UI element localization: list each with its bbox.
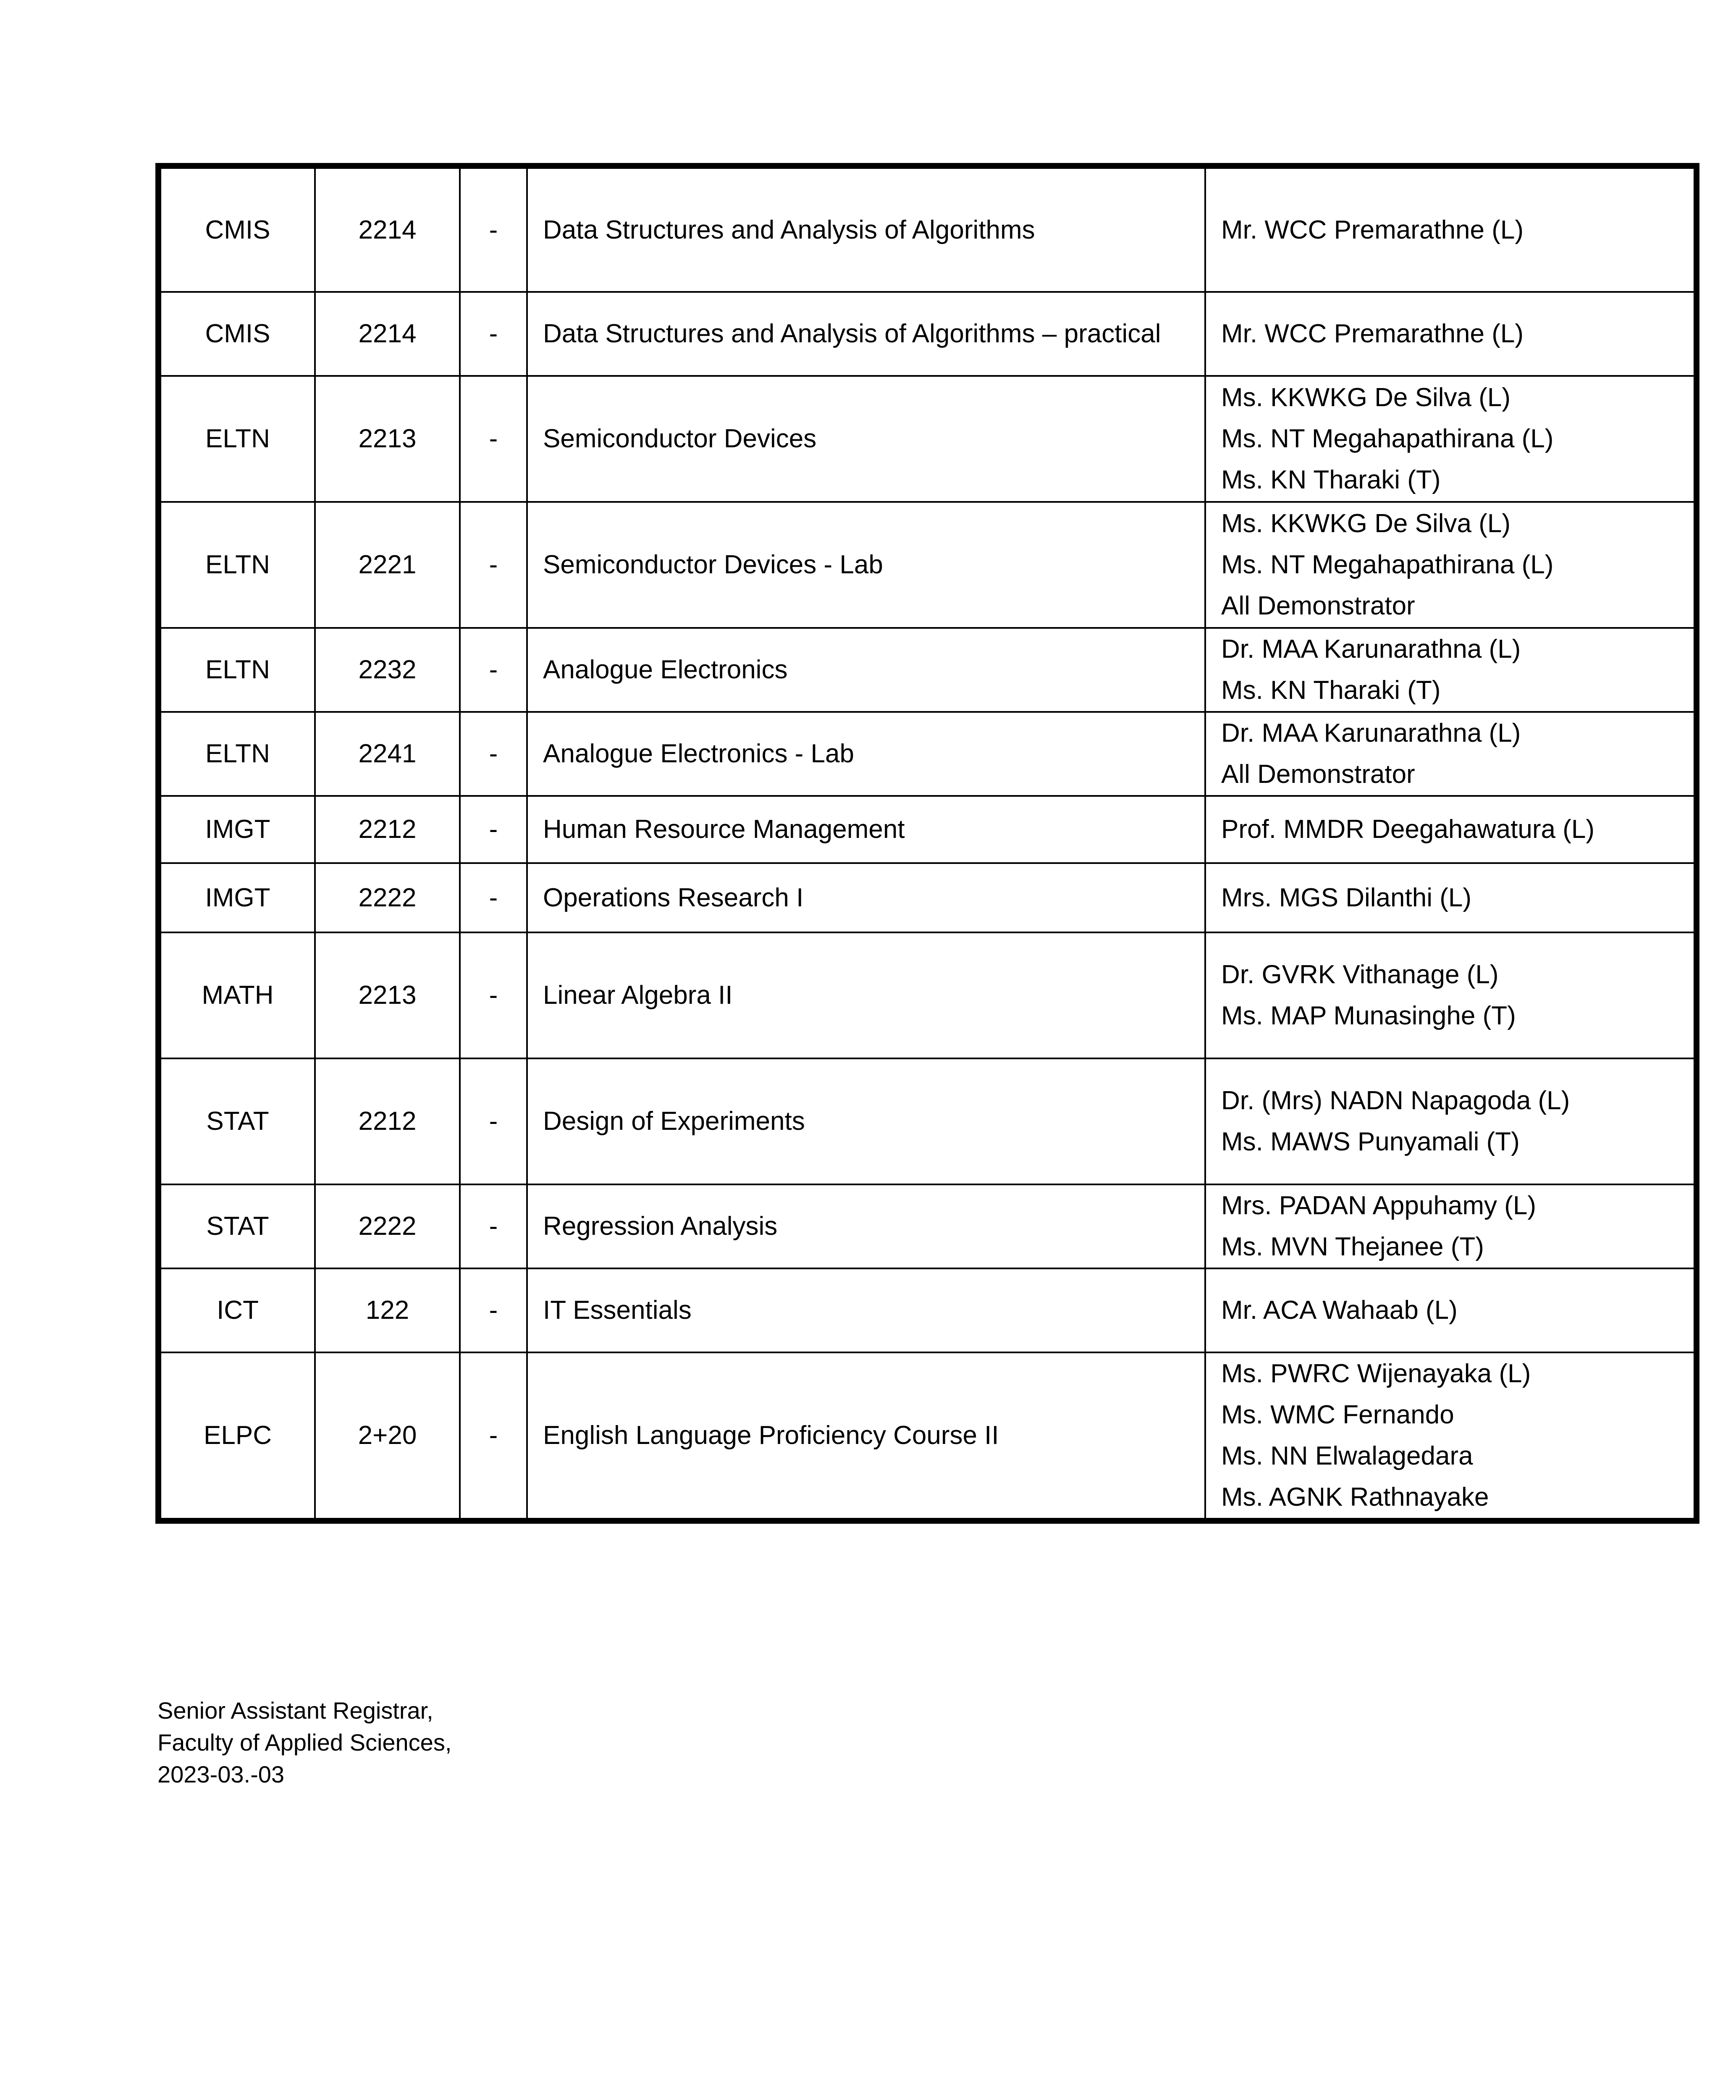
course-number: 2232 — [315, 628, 460, 712]
course-dash: - — [460, 376, 527, 502]
course-dash: - — [460, 1268, 527, 1352]
lecturer-name: Mr. ACA Wahaab (L) — [1221, 1296, 1458, 1325]
lecturer-name: All Demonstrator — [1221, 591, 1415, 620]
lecturer-name: Dr. (Mrs) NADN Napagoda (L) — [1221, 1086, 1570, 1115]
course-title: IT Essentials — [527, 1268, 1205, 1352]
course-row — [158, 628, 1697, 712]
course-code: ELTN — [158, 502, 315, 628]
course-number: 2221 — [315, 502, 460, 628]
course-dash: - — [460, 932, 527, 1058]
course-code: IMGT — [158, 863, 315, 932]
signature-block — [157, 1695, 451, 1790]
course-number: 2214 — [315, 292, 460, 376]
course-row — [158, 502, 1697, 628]
lecturer-name: Mr. WCC Premarathne (L) — [1221, 319, 1524, 348]
course-row — [158, 292, 1697, 376]
course-dash: - — [460, 628, 527, 712]
course-staff — [1205, 796, 1697, 863]
lecturer-name: Ms. KN Tharaki (T) — [1221, 676, 1441, 705]
course-code: IMGT — [158, 796, 315, 863]
course-title: English Language Proficiency Course II — [527, 1352, 1205, 1521]
course-number: 2212 — [315, 1058, 460, 1184]
course-number: 2222 — [315, 1184, 460, 1268]
signature-title: Senior Assistant Registrar, — [157, 1697, 433, 1724]
lecturer-name: Dr. MAA Karunarathna (L) — [1221, 635, 1521, 664]
lecturer-name: Ms. NT Megahapathirana (L) — [1221, 424, 1554, 453]
course-title: Analogue Electronics — [527, 628, 1205, 712]
lecturer-name: Ms. KKWKG De Silva (L) — [1221, 383, 1510, 412]
course-row — [158, 1058, 1697, 1184]
course-staff — [1205, 376, 1697, 502]
lecturer-name: All Demonstrator — [1221, 760, 1415, 789]
course-title: Linear Algebra II — [527, 932, 1205, 1058]
course-dash: - — [460, 166, 527, 292]
course-number: 2222 — [315, 863, 460, 932]
course-code: MATH — [158, 932, 315, 1058]
course-code: STAT — [158, 1184, 315, 1268]
course-title: Semiconductor Devices - Lab — [527, 502, 1205, 628]
course-staff — [1205, 628, 1697, 712]
course-title: Regression Analysis — [527, 1184, 1205, 1268]
course-dash: - — [460, 1184, 527, 1268]
course-row — [158, 712, 1697, 796]
lecturer-name: Ms. KN Tharaki (T) — [1221, 465, 1441, 494]
signature-faculty: Faculty of Applied Sciences, — [157, 1729, 452, 1756]
course-staff — [1205, 712, 1697, 796]
course-staff — [1205, 502, 1697, 628]
course-title: Data Structures and Analysis of Algorithms — [527, 166, 1205, 292]
course-staff — [1205, 1184, 1697, 1268]
lecturer-name: Ms. NT Megahapathirana (L) — [1221, 550, 1554, 579]
course-staff — [1205, 1352, 1697, 1521]
lecturer-name: Ms. PWRC Wijenayaka (L) — [1221, 1359, 1531, 1388]
lecturer-name: Ms. WMC Fernando — [1221, 1400, 1454, 1429]
course-number: 2213 — [315, 376, 460, 502]
course-dash: - — [460, 712, 527, 796]
course-number: 2241 — [315, 712, 460, 796]
lecturer-name: Dr. MAA Karunarathna (L) — [1221, 719, 1521, 748]
course-staff — [1205, 1058, 1697, 1184]
course-number: 2214 — [315, 166, 460, 292]
course-title: Semiconductor Devices — [527, 376, 1205, 502]
lecturer-name: Ms. NN Elwalagedara — [1221, 1441, 1473, 1470]
course-code: CMIS — [158, 292, 315, 376]
course-code: CMIS — [158, 166, 315, 292]
course-code: ELTN — [158, 376, 315, 502]
course-dash: - — [460, 292, 527, 376]
course-title: Design of Experiments — [527, 1058, 1205, 1184]
course-dash: - — [460, 863, 527, 932]
lecturer-name: Ms. KKWKG De Silva (L) — [1221, 509, 1510, 538]
course-code: ICT — [158, 1268, 315, 1352]
course-number: 122 — [315, 1268, 460, 1352]
lecturer-name: Ms. MAP Munasinghe (T) — [1221, 1001, 1516, 1030]
course-row — [158, 1184, 1697, 1268]
course-code: ELTN — [158, 628, 315, 712]
lecturer-name: Mrs. PADAN Appuhamy (L) — [1221, 1191, 1536, 1220]
course-number: 2213 — [315, 932, 460, 1058]
lecturer-name: Ms. AGNK Rathnayake — [1221, 1483, 1489, 1512]
lecturer-name: Ms. MAWS Punyamali (T) — [1221, 1127, 1520, 1156]
signature-date: 2023-03.-03 — [157, 1761, 285, 1788]
course-staff — [1205, 292, 1697, 376]
lecturer-name: Mr. WCC Premarathne (L) — [1221, 215, 1524, 244]
course-rows — [158, 166, 1697, 1521]
course-code: ELPC — [158, 1352, 315, 1521]
course-row — [158, 166, 1697, 292]
course-row — [158, 863, 1697, 932]
course-table — [155, 163, 1699, 1524]
course-number: 2212 — [315, 796, 460, 863]
lecturer-name: Dr. GVRK Vithanage (L) — [1221, 960, 1499, 989]
course-staff — [1205, 863, 1697, 932]
course-row — [158, 1268, 1697, 1352]
course-title: Human Resource Management — [527, 796, 1205, 863]
course-dash: - — [460, 1058, 527, 1184]
course-staff — [1205, 166, 1697, 292]
course-title: Operations Research I — [527, 863, 1205, 932]
course-row — [158, 1352, 1697, 1521]
lecturer-name: Mrs. MGS Dilanthi (L) — [1221, 883, 1471, 912]
course-staff — [1205, 932, 1697, 1058]
course-code: STAT — [158, 1058, 315, 1184]
course-title: Data Structures and Analysis of Algorithms – practical — [527, 292, 1205, 376]
lecturer-name: Ms. MVN Thejanee (T) — [1221, 1232, 1484, 1261]
course-number: 2+20 — [315, 1352, 460, 1521]
course-row — [158, 376, 1697, 502]
course-code: ELTN — [158, 712, 315, 796]
course-row — [158, 932, 1697, 1058]
course-dash: - — [460, 1352, 527, 1521]
course-row — [158, 796, 1697, 863]
course-dash: - — [460, 502, 527, 628]
course-staff — [1205, 1268, 1697, 1352]
lecturer-name: Prof. MMDR Deegahawatura (L) — [1221, 815, 1594, 844]
course-dash: - — [460, 796, 527, 863]
course-title: Analogue Electronics - Lab — [527, 712, 1205, 796]
